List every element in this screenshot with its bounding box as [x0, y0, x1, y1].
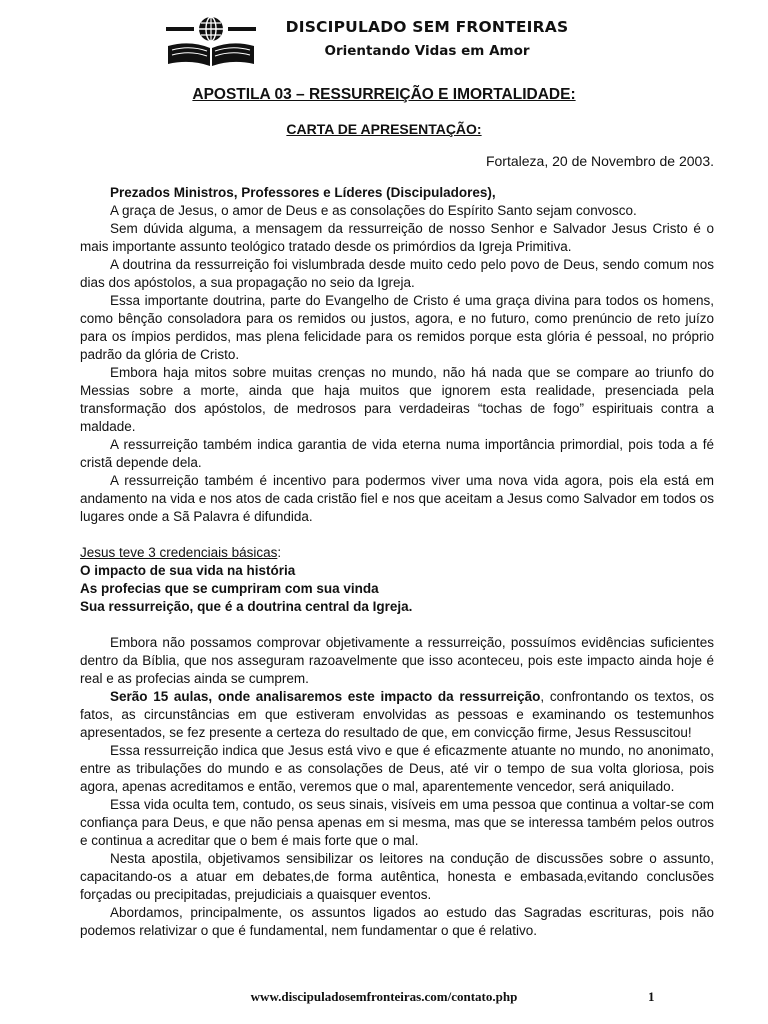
footer-url: www.discipuladosemfronteiras.com/contato.php	[250, 989, 518, 1004]
credential-item: Sua ressurreição, que é a doutrina central da Igreja.	[80, 599, 413, 614]
globe-and-open-book-icon	[164, 14, 258, 70]
credential-item: O impacto de sua vida na história	[80, 563, 296, 578]
letter-paragraph: Essa importante doutrina, parte do Evangelho de Cristo é uma graça divina para todos os homens, como bênção consoladora para os remidos ou justos, agora, e no futuro, como prenúncio de reto juízo para os ímpios perdidos, mas plena felicidade para os remidos porque esta glória é pessoal, no próprio padrão da glória de Cristo.	[80, 293, 714, 362]
closing-paragraph: Embora não possamos comprovar objetivamente a ressurreição, possuímos evidências suficientes dentro da Bíblia, que nos asseguram razoavelmente que isso aconteceu, pois este impacto ainda hoje é real e as profecias ainda se cumprem.	[80, 635, 714, 686]
letter-date: Fortaleza, 20 de Novembro de 2003.	[485, 153, 714, 169]
letter-paragraph: A doutrina da ressurreição foi vislumbrada desde muito cedo pelo povo de Deus, sendo comum nos dias dos apóstolos, a sua propagação no seio da Igreja.	[80, 257, 714, 290]
organization-name: DISCIPULADO SEM FRONTEIRAS	[285, 18, 569, 36]
closing-paragraph: Abordamos, principalmente, os assuntos ligados ao estudo das Sagradas escrituras, pois não podemos relativizar o que é fundamental, nem fundamentar o que é relativo.	[80, 905, 714, 938]
closing-paragraph: Essa vida oculta tem, contudo, os seus sinais, visíveis em uma pessoa que continua a voltar-se com confiança para Deus, e que não pensa apenas em si mesma, mas que se interessa também pelos outros e continua a acreditar que o bem é mais forte que o mal.	[80, 797, 714, 848]
page-number: 1	[648, 989, 655, 1004]
document-title: APOSTILA 03 – RESSURREIÇÃO E IMORTALIDADE:	[192, 86, 576, 103]
credentials-intro	[80, 544, 714, 562]
letter-body	[80, 184, 714, 940]
letter-paragraph: A ressurreição também é incentivo para podermos viver uma nova vida agora, pois ela está em andamento na vida e nos atos de cada cristão fiel e nos que aceitam a Jesus como Salvador em todos os lugares onde a Sã Palavra é difundida.	[80, 473, 714, 524]
closing-paragraph	[80, 688, 714, 742]
letter-paragraph: Embora haja mitos sobre muitas crenças no mundo, não há nada que se compare ao triunfo do Messias sobre a morte, ainda que haja muitos que ignorem esta realidade, presenciada pela transformação dos apóstolos, de medrosos para verdadeiras “tochas de fogo” espirituais contra a maldade.	[80, 365, 714, 434]
credentials-intro-text: Jesus teve 3 credenciais básicas	[80, 545, 278, 560]
organization-motto: Orientando Vidas em Amor	[324, 43, 530, 59]
lessons-description: , confrontando os textos, os fatos, as circunstâncias em que estiveram envolvidas as pessoas e examinando os testemunhos apresentados, se fez presente a certeza do resultado de que, em convicção firme, Jesus Ressuscitou!	[80, 689, 714, 740]
letter-paragraph: Sem dúvida alguma, a mensagem da ressurreição de nosso Senhor e Salvador Jesus Cristo é o mais importante assunto teológico tratado desde os primórdios da Igreja Primitiva.	[80, 221, 714, 254]
document-subtitle: CARTA DE APRESENTAÇÃO:	[286, 121, 482, 137]
credentials-intro-colon: :	[277, 545, 282, 560]
letter-salutation: Prezados Ministros, Professores e Líderes (Discipuladores),	[110, 185, 496, 200]
credential-item: As profecias que se cumpriram com sua vinda	[80, 581, 379, 596]
closing-paragraph: Nesta apostila, objetivamos sensibilizar os leitores na condução de discussões sobre o assunto, capacitando-os a atuar em debates,de forma autêntica, honesta e embasada,evitando conclusões forçadas ou precipitadas, prejudiciais a quaisquer eventos.	[80, 851, 714, 902]
letter-paragraph: A ressurreição também indica garantia de vida eterna numa importância primordial, pois toda a fé cristã depende dela.	[80, 437, 714, 470]
lessons-highlight: Serão 15 aulas, onde analisaremos este impacto da ressurreição	[110, 689, 541, 704]
letter-paragraph: A graça de Jesus, o amor de Deus e as consolações do Espírito Santo sejam convosco.	[110, 203, 637, 218]
closing-paragraph: Essa ressurreição indica que Jesus está vivo e que é eficazmente atuante no mundo, no anonimato, entre as tribulações do mundo e as consolações de Deus, até vir o tempo de sua volta gloriosa, pois agora, apenas acreditamos e então, veremos que o mal, aparentemente vencedor, será aniquilado.	[80, 743, 714, 794]
